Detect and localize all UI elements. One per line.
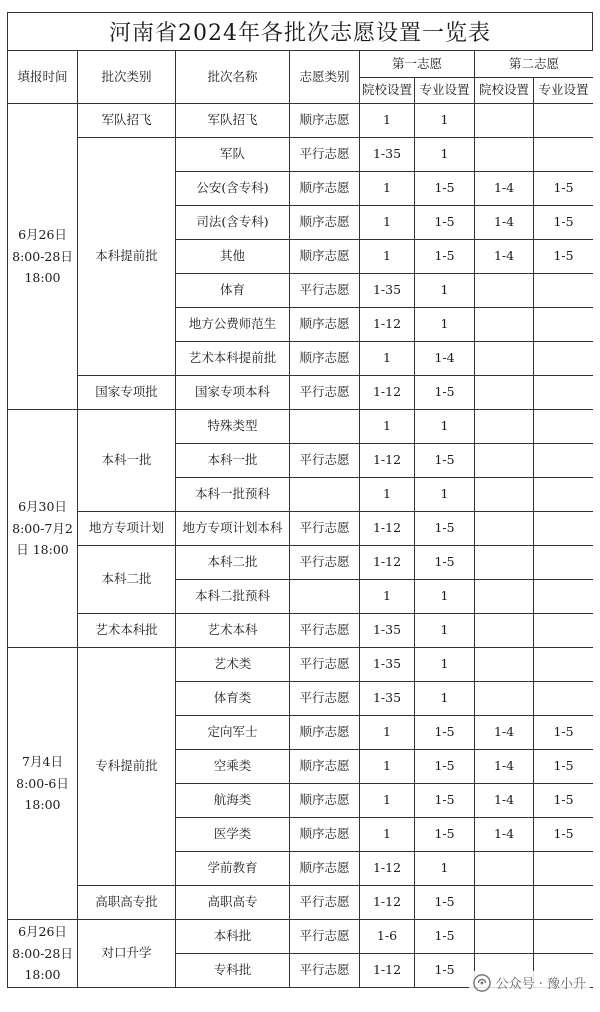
first-major-cell: 1: [415, 648, 475, 682]
second-school-cell: 1-4: [475, 784, 534, 818]
first-major-cell: 1-5: [415, 240, 475, 274]
first-major-cell: 1-5: [415, 716, 475, 750]
second-school-cell: 1-4: [475, 818, 534, 852]
header-second-choice: 第二志愿: [475, 51, 593, 78]
first-major-cell: 1: [415, 274, 475, 308]
second-major-cell: 1-5: [534, 172, 593, 206]
fill-time-cell: 6月26日 8:00-28日 18:00: [8, 104, 78, 410]
second-major-cell: [534, 274, 593, 308]
second-school-cell: [475, 614, 534, 648]
batch-name-cell: 军队招飞: [176, 104, 290, 138]
first-school-cell: 1: [360, 172, 415, 206]
first-major-cell: 1-5: [415, 376, 475, 410]
first-school-cell: 1-35: [360, 682, 415, 716]
batch-name-cell: 其他: [176, 240, 290, 274]
first-major-cell: 1-5: [415, 750, 475, 784]
header-major-2: 专业设置: [534, 78, 593, 104]
first-major-cell: 1-4: [415, 342, 475, 376]
first-school-cell: 1-35: [360, 648, 415, 682]
second-major-cell: [534, 138, 593, 172]
second-major-cell: 1-5: [534, 818, 593, 852]
volunteer-type-cell: 平行志愿: [290, 954, 360, 988]
first-school-cell: 1: [360, 342, 415, 376]
batch-type-cell: 对口升学: [78, 920, 176, 988]
second-school-cell: 1-4: [475, 172, 534, 206]
second-school-cell: [475, 886, 534, 920]
first-major-cell: 1: [415, 138, 475, 172]
batch-name-cell: 本科二批: [176, 546, 290, 580]
batch-name-cell: 艺术本科提前批: [176, 342, 290, 376]
first-school-cell: 1-12: [360, 444, 415, 478]
batch-name-cell: 军队: [176, 138, 290, 172]
second-school-cell: [475, 852, 534, 886]
second-school-cell: [475, 138, 534, 172]
first-major-cell: 1-5: [415, 954, 475, 988]
batch-type-cell: 本科二批: [78, 546, 176, 614]
table-row: [8, 138, 594, 172]
batch-name-cell: 特殊类型: [176, 410, 290, 444]
second-major-cell: [534, 886, 593, 920]
second-school-cell: 1-4: [475, 206, 534, 240]
batch-name-cell: 艺术本科: [176, 614, 290, 648]
watermark-text: 公众号 · 豫小升: [495, 977, 586, 992]
second-school-cell: [475, 274, 534, 308]
first-major-cell: 1-5: [415, 206, 475, 240]
second-school-cell: [475, 580, 534, 614]
first-school-cell: 1-12: [360, 512, 415, 546]
fill-time-cell: 6月26日 8:00-28日 18:00: [8, 920, 78, 988]
batch-name-cell: 专科批: [176, 954, 290, 988]
second-major-cell: [534, 648, 593, 682]
second-major-cell: [534, 580, 593, 614]
second-school-cell: [475, 682, 534, 716]
batch-name-cell: 地方公费师范生: [176, 308, 290, 342]
watermark: [469, 971, 590, 994]
second-major-cell: [534, 512, 593, 546]
volunteer-type-cell: 平行志愿: [290, 648, 360, 682]
batch-name-cell: 艺术类: [176, 648, 290, 682]
second-major-cell: 1-5: [534, 750, 593, 784]
fill-time-cell: 7月4日 8:00-6日 18:00: [8, 648, 78, 920]
batch-name-cell: 体育类: [176, 682, 290, 716]
header-school-1: 院校设置: [360, 78, 415, 104]
second-major-cell: 1-5: [534, 240, 593, 274]
volunteer-type-cell: 平行志愿: [290, 512, 360, 546]
volunteer-settings-sheet: [7, 12, 593, 1012]
first-major-cell: 1: [415, 580, 475, 614]
first-school-cell: 1-12: [360, 308, 415, 342]
header-vol-type: 志愿类别: [290, 51, 360, 104]
header-time: 填报时间: [8, 51, 78, 104]
batch-name-cell: 司法(含专科): [176, 206, 290, 240]
first-school-cell: 1: [360, 716, 415, 750]
batch-type-cell: 地方专项计划: [78, 512, 176, 546]
second-major-cell: [534, 478, 593, 512]
first-school-cell: 1: [360, 818, 415, 852]
second-school-cell: 1-4: [475, 716, 534, 750]
batch-name-cell: 本科二批预科: [176, 580, 290, 614]
first-major-cell: 1-5: [415, 546, 475, 580]
volunteer-type-cell: 平行志愿: [290, 274, 360, 308]
second-major-cell: [534, 104, 593, 138]
first-school-cell: 1-12: [360, 546, 415, 580]
second-major-cell: 1-5: [534, 784, 593, 818]
first-school-cell: 1: [360, 410, 415, 444]
volunteer-type-cell: 平行志愿: [290, 376, 360, 410]
header-row-1: [8, 51, 594, 78]
volunteer-type-cell: 顺序志愿: [290, 206, 360, 240]
volunteer-type-cell: [290, 478, 360, 512]
table-row: [8, 410, 594, 444]
first-school-cell: 1-12: [360, 376, 415, 410]
page-title: 河南省2024年各批次志愿设置一览表: [7, 12, 593, 50]
batch-type-cell: 本科一批: [78, 410, 176, 512]
first-school-cell: 1-35: [360, 614, 415, 648]
batch-name-cell: 本科一批: [176, 444, 290, 478]
first-school-cell: 1-6: [360, 920, 415, 954]
batch-type-cell: 专科提前批: [78, 648, 176, 886]
volunteer-type-cell: 顺序志愿: [290, 104, 360, 138]
volunteer-type-cell: [290, 580, 360, 614]
first-school-cell: 1-12: [360, 886, 415, 920]
header-batch-type: 批次类别: [78, 51, 176, 104]
second-school-cell: [475, 444, 534, 478]
volunteer-type-cell: 顺序志愿: [290, 308, 360, 342]
second-major-cell: [534, 682, 593, 716]
second-major-cell: [534, 852, 593, 886]
first-major-cell: 1: [415, 478, 475, 512]
second-school-cell: 1-4: [475, 750, 534, 784]
wechat-official-account-icon: [473, 974, 491, 992]
table-row: [8, 648, 594, 682]
volunteer-type-cell: 顺序志愿: [290, 784, 360, 818]
batch-name-cell: 地方专项计划本科: [176, 512, 290, 546]
first-school-cell: 1-35: [360, 138, 415, 172]
first-major-cell: 1: [415, 308, 475, 342]
second-school-cell: [475, 104, 534, 138]
volunteer-type-cell: 顺序志愿: [290, 240, 360, 274]
header-major-1: 专业设置: [415, 78, 475, 104]
batch-name-cell: 高职高专: [176, 886, 290, 920]
first-major-cell: 1-5: [415, 172, 475, 206]
table-body: [8, 104, 594, 988]
first-school-cell: 1: [360, 206, 415, 240]
batch-name-cell: 医学类: [176, 818, 290, 852]
table-row: [8, 104, 594, 138]
second-major-cell: [534, 342, 593, 376]
batch-name-cell: 本科一批预科: [176, 478, 290, 512]
second-school-cell: [475, 410, 534, 444]
volunteer-type-cell: 顺序志愿: [290, 852, 360, 886]
volunteer-type-cell: 平行志愿: [290, 444, 360, 478]
first-school-cell: 1: [360, 104, 415, 138]
second-major-cell: [534, 308, 593, 342]
header-first-choice: 第一志愿: [360, 51, 475, 78]
second-school-cell: [475, 342, 534, 376]
first-major-cell: 1-5: [415, 886, 475, 920]
volunteer-type-cell: 顺序志愿: [290, 342, 360, 376]
volunteer-type-cell: 顺序志愿: [290, 818, 360, 852]
batch-type-cell: 军队招飞: [78, 104, 176, 138]
second-major-cell: [534, 920, 593, 954]
volunteer-type-cell: 平行志愿: [290, 138, 360, 172]
batch-type-cell: 本科提前批: [78, 138, 176, 376]
second-major-cell: [534, 444, 593, 478]
first-major-cell: 1-5: [415, 784, 475, 818]
batch-name-cell: 航海类: [176, 784, 290, 818]
table-row: [8, 546, 594, 580]
first-school-cell: 1-12: [360, 954, 415, 988]
batch-type-cell: 艺术本科批: [78, 614, 176, 648]
first-major-cell: 1-5: [415, 920, 475, 954]
volunteer-type-cell: 顺序志愿: [290, 750, 360, 784]
batch-name-cell: 定向军士: [176, 716, 290, 750]
batch-type-cell: 国家专项批: [78, 376, 176, 410]
first-major-cell: 1: [415, 682, 475, 716]
volunteer-type-cell: 平行志愿: [290, 614, 360, 648]
first-major-cell: 1-5: [415, 818, 475, 852]
first-school-cell: 1: [360, 478, 415, 512]
first-school-cell: 1: [360, 784, 415, 818]
table-row: [8, 614, 594, 648]
volunteer-type-cell: [290, 410, 360, 444]
first-major-cell: 1: [415, 614, 475, 648]
second-major-cell: [534, 546, 593, 580]
volunteer-type-cell: 平行志愿: [290, 886, 360, 920]
volunteer-table: [7, 50, 593, 988]
second-major-cell: [534, 376, 593, 410]
first-school-cell: 1: [360, 750, 415, 784]
batch-type-cell: 高职高专批: [78, 886, 176, 920]
volunteer-type-cell: 平行志愿: [290, 682, 360, 716]
second-school-cell: [475, 512, 534, 546]
batch-name-cell: 学前教育: [176, 852, 290, 886]
volunteer-type-cell: 平行志愿: [290, 546, 360, 580]
second-major-cell: 1-5: [534, 206, 593, 240]
second-major-cell: 1-5: [534, 716, 593, 750]
first-school-cell: 1: [360, 240, 415, 274]
second-school-cell: [475, 376, 534, 410]
header-school-2: 院校设置: [475, 78, 534, 104]
second-school-cell: 1-4: [475, 240, 534, 274]
volunteer-type-cell: 顺序志愿: [290, 716, 360, 750]
batch-name-cell: 体育: [176, 274, 290, 308]
table-row: [8, 512, 594, 546]
first-school-cell: 1: [360, 580, 415, 614]
table-row: [8, 376, 594, 410]
table-row: [8, 920, 594, 954]
volunteer-type-cell: 平行志愿: [290, 920, 360, 954]
fill-time-cell: 6月30日 8:00-7月2日 18:00: [8, 410, 78, 648]
first-major-cell: 1: [415, 104, 475, 138]
volunteer-type-cell: 顺序志愿: [290, 172, 360, 206]
second-school-cell: [475, 308, 534, 342]
first-school-cell: 1-35: [360, 274, 415, 308]
batch-name-cell: 国家专项本科: [176, 376, 290, 410]
second-school-cell: [475, 920, 534, 954]
batch-name-cell: 本科批: [176, 920, 290, 954]
second-major-cell: [534, 614, 593, 648]
second-school-cell: [475, 546, 534, 580]
second-school-cell: [475, 648, 534, 682]
second-major-cell: [534, 410, 593, 444]
header-batch-name: 批次名称: [176, 51, 290, 104]
second-school-cell: [475, 478, 534, 512]
first-major-cell: 1: [415, 852, 475, 886]
first-major-cell: 1-5: [415, 512, 475, 546]
batch-name-cell: 公安(含专科): [176, 172, 290, 206]
first-school-cell: 1-12: [360, 852, 415, 886]
batch-name-cell: 空乘类: [176, 750, 290, 784]
first-major-cell: 1-5: [415, 444, 475, 478]
first-major-cell: 1: [415, 410, 475, 444]
table-row: [8, 886, 594, 920]
